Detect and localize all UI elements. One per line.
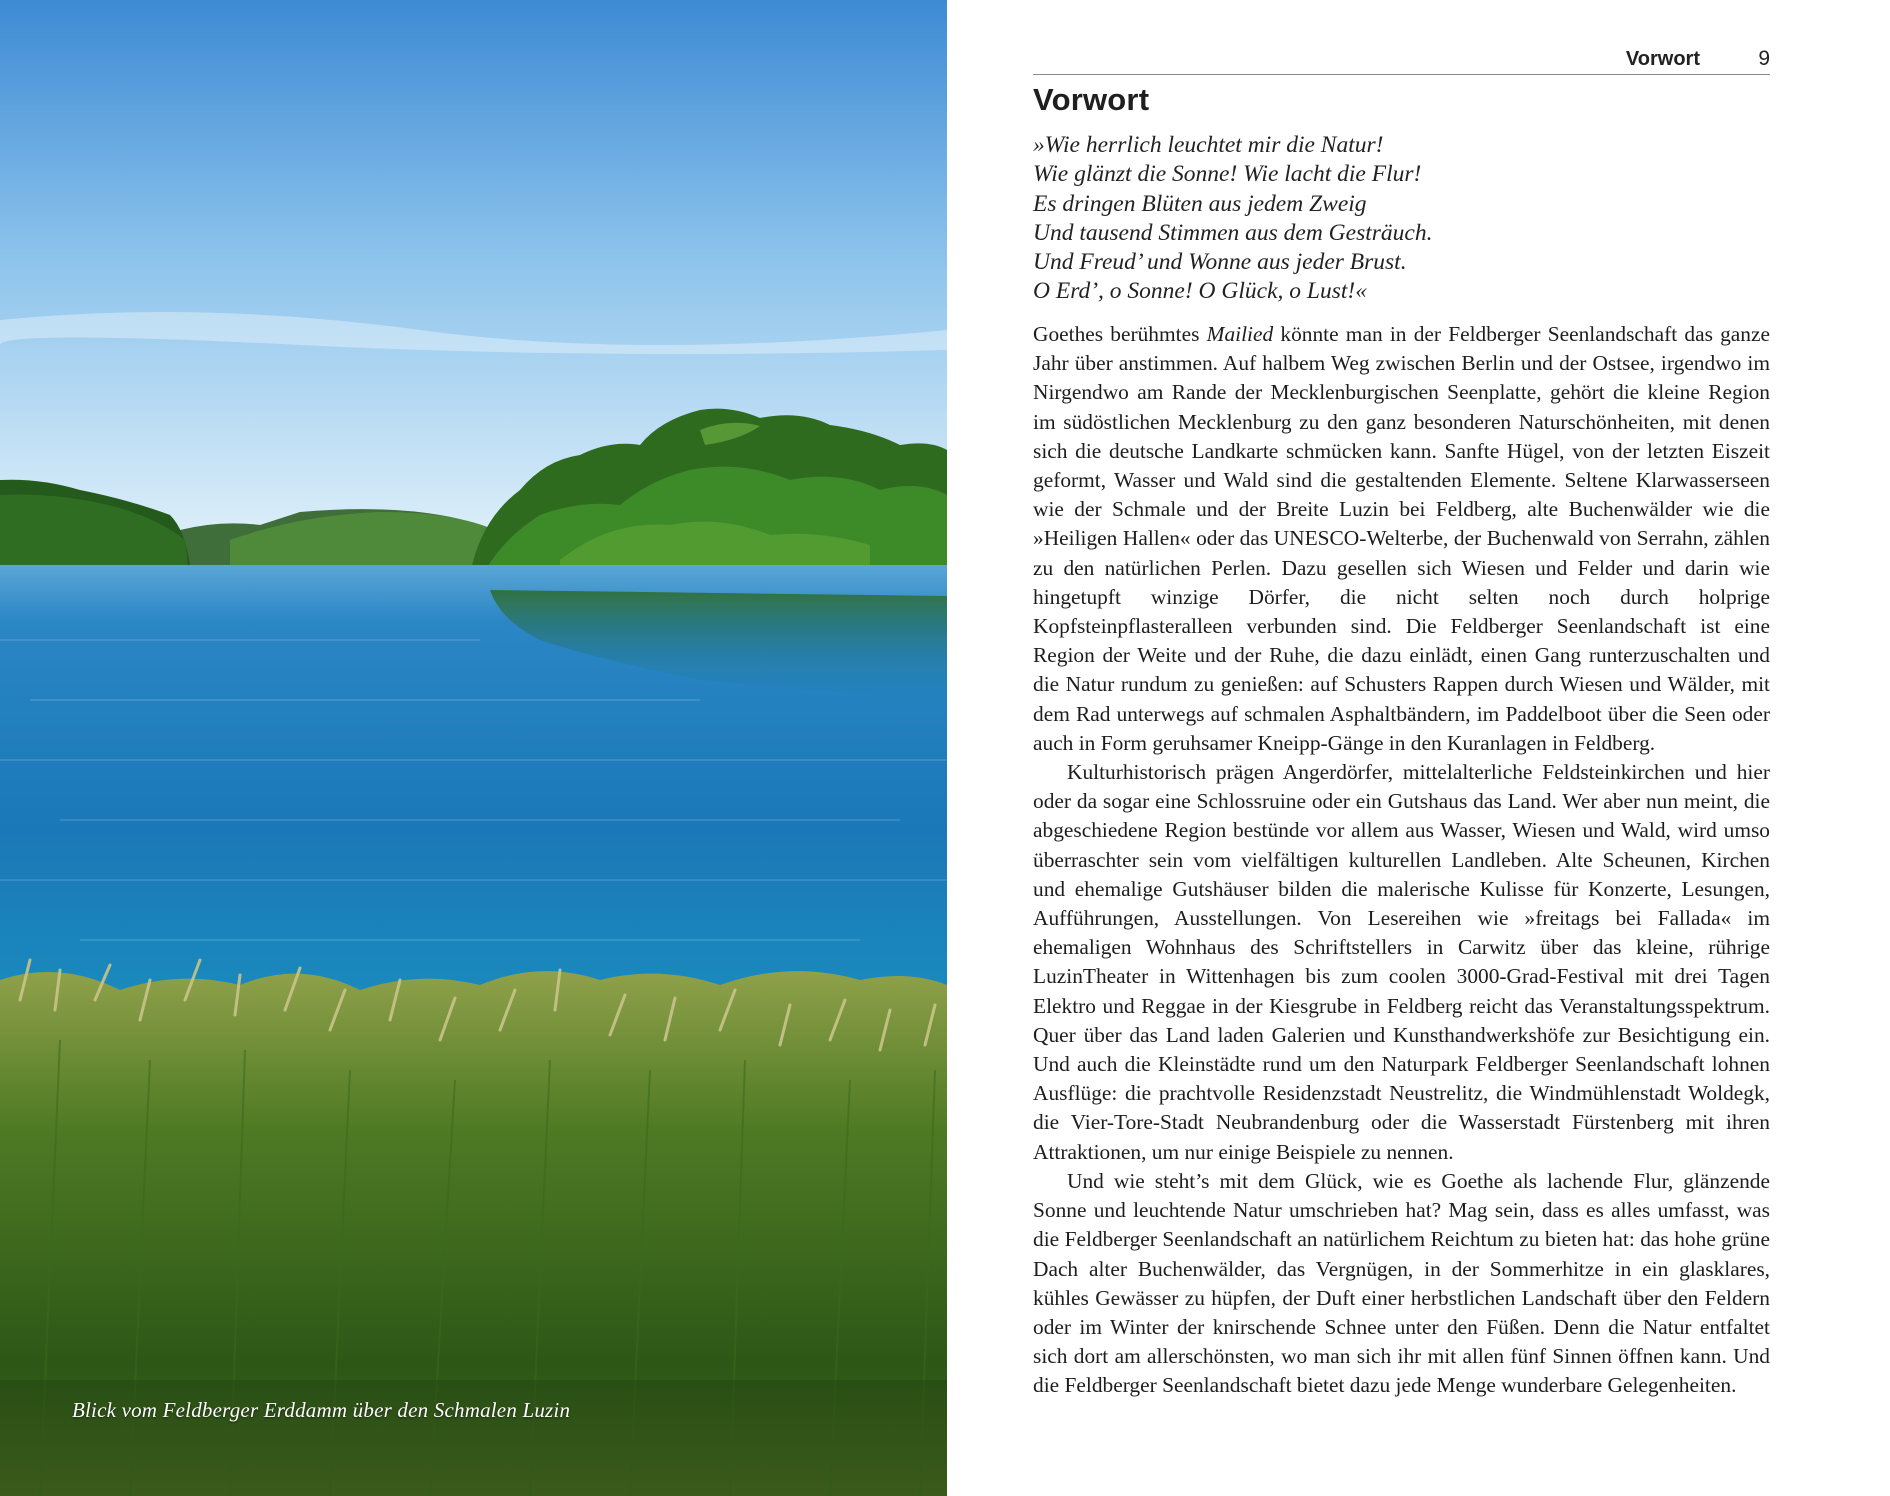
paragraph-text: könnte man in der Feldberger Seenlandschaft das ganze Jahr über anstimmen. Auf halbem Weg zwischen Berlin und der Ostsee, irgendwo im Nirgendwo am Rande der Mecklenburgischen Seenplatte, gehört die kleine Region im südöstlichen Mecklenburg zu den ganz besonderen Naturschönheiten, mit denen sich die deutsche Landkarte schmücken kann. Sanfte Hügel, von der letzten Eiszeit geformt, Wasser und Wald sind die gestaltenden Elemente. Seltene Klarwasserseen wie der Schmale und der Breite Luzin bei Feldberg, alte Buchenwälder wie die »Heiligen Hallen« oder das UNESCO-Welterbe, der Buchenwald von Serrahn, zählen zu den natürlichen Perlen. Dazu gesellen sich Wiesen und Felder und darin wie hingetupft winzige Dörfer, die nicht selten noch durch holprige Kopfsteinpflasteralleen verbunden sind. Die Feldberger Seenlandschaft ist eine Region der Weite und der Ruhe, die dazu einlädt, einen Gang runterzuschalten und die Natur rundum zu genießen: auf Schusters Rappen durch Wiesen und Wälder, mit dem Rad unterwegs auf schmalen Asphaltbändern, im Paddelboot über die Seen oder auch in Form geruhsamer Kneipp-Gänge in den Kuranlagen in Feldberg. [1033,322,1770,755]
photo-caption: Blick vom Feldberger Erddamm über den Schmalen Luzin [72,1398,571,1422]
paragraph-3: Und wie steht’s mit dem Glück, wie es Goethe als lachende Flur, glänzende Sonne und leuchtende Natur umschrieben hat? Mag sein, dass es alles umfasst, was die Feldberger Seenlandschaft an natürlichem Reichtum zu bieten hat: das hohe grüne Dach alter Buchenwälder, das Vergnügen, in der Sommerhitze in ein glasklares, kühles Gewässer zu hüpfen, der Duft einer herbstlichen Landschaft über den Feldern oder im Winter der knirschende Schnee unter den Füßen. Denn die Natur entfaltet sich dort am allerschönsten, wo man sich ihr mit allen fünf Sinnen öffnen kann. Und die Feldberger Seenlandschaft bietet dazu jede Menge wunderbare Gelegenheiten. [1033,1168,1770,1398]
poem-line: »Wie herrlich leuchtet mir die Natur! [1033,132,1384,158]
text-page [947,0,1890,1496]
poem-line: Und tausend Stimmen aus dem Gesträuch. [1033,219,1433,246]
body-text [1033,320,1770,1401]
running-title: Vorwort [1625,48,1700,70]
paragraph-text: Goethes berühmtes [1033,322,1207,346]
emphasized-title: Mailied [1206,322,1274,346]
poem-line: Es dringen Blüten aus jedem Zweig [1033,190,1367,217]
chapter-title: Vorwort [1033,82,1150,117]
page-number: 9 [1758,47,1770,70]
poem-line: O Erd’, o Sonne! O Glück, o Lust!« [1033,278,1367,305]
paragraph-1 [1033,320,1770,758]
running-head [1033,44,1770,75]
paragraph-2: Kulturhistorisch prägen Angerdörfer, mittelalterliche Feldsteinkirchen und hier oder da sogar eine Schlossruine oder ein Gutshaus das Land. Wer aber nun meint, die abgeschiedene Region bestünde vor allem aus Wasser, Wiesen und Wald, wird umso überraschter sein vom vielfältigen kulturellen Landleben. Alte Scheunen, Kirchen und ehemalige Gutshäuser bilden die malerische Kulisse für Konzerte, Lesungen, Aufführungen, Ausstellungen. Von Lesereihen wie »freitags bei Fallada« im ehemaligen Wohnhaus des Schriftstellers in Carwitz über das kleine, rührige LuzinTheater in Wittenhagen bis zum coolen 3000-Grad-Festival mit drei Tagen Elektro und Reggae in der Kiesgrube in Feldberg reicht das Veranstaltungsspektrum. Quer über das Land laden Galerien und Kunsthandwerkshöfe zur Besichtigung ein. Und auch die Kleinstädte rund um den Naturpark Feldberger Seenlandschaft lohnen Ausflüge: die prachtvolle Residenzstadt Neustrelitz, die Windmühlenstadt Woldegk, die Vier-Tore-Stadt Neubrandenburg oder die Wasserstadt Fürstenberg mit ihren Attraktionen, um nur einige Beispiele zu nennen. [1033,760,1770,1164]
poem-line: Wie glänzt die Sonne! Wie lacht die Flur! [1033,161,1422,188]
poem-line: Und Freud’ und Wonne aus jeder Brust. [1033,249,1407,276]
poem-quote [1033,131,1770,307]
